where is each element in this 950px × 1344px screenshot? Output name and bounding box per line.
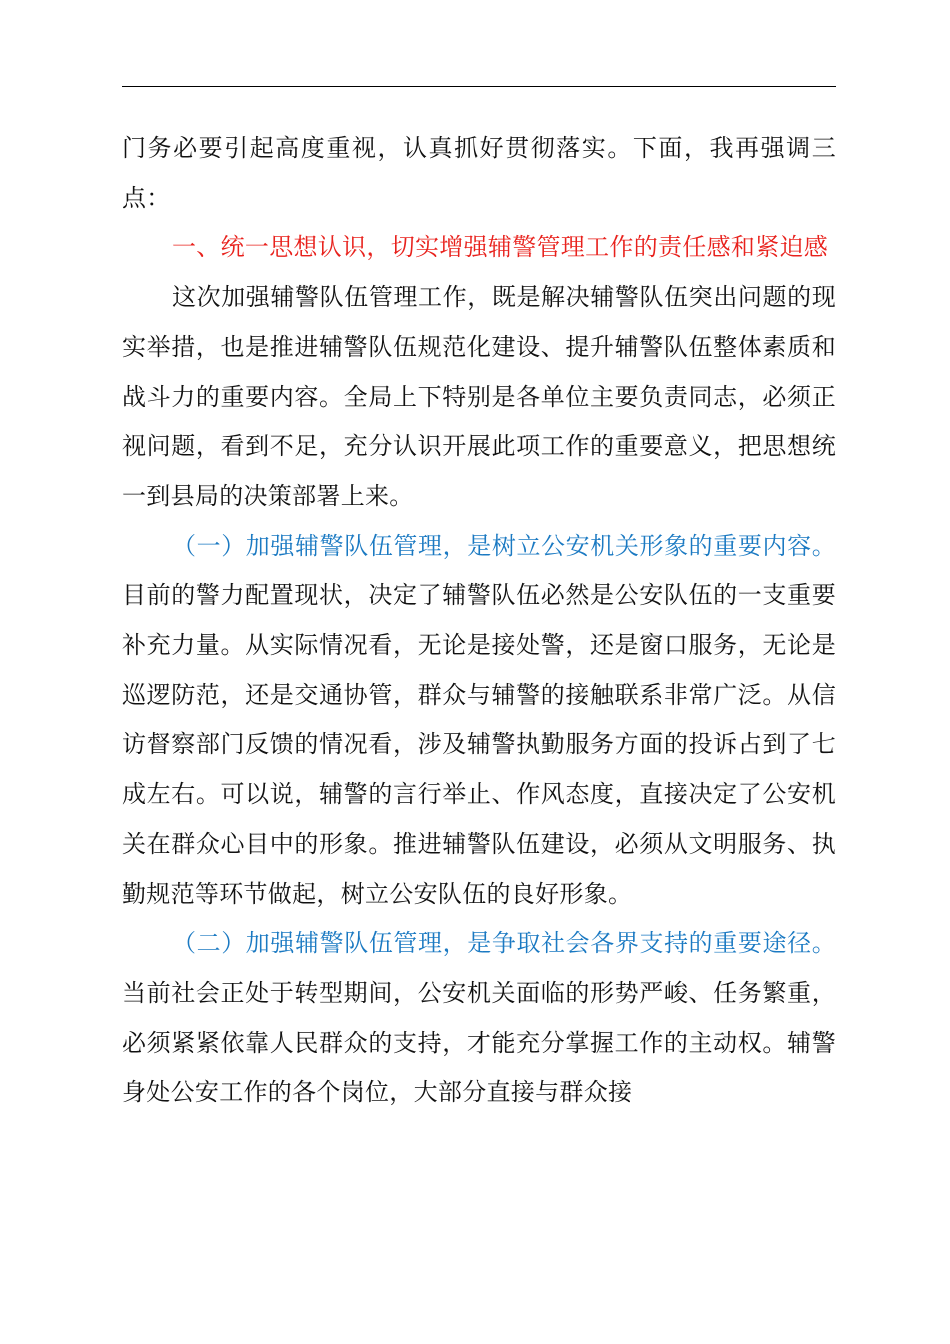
subsection-1-body: 目前的警力配置现状，决定了辅警队伍必然是公安队伍的一支重要补充力量。从实际情况看，无论是接处警，还是窗口服务，无论是巡逻防范，还是交通协管，群众与辅警的接触联系非常广泛。从信访督察部门反馈的情况看，涉及辅警执勤服务方面的投诉占到了七成左右。可以说，辅警的言行举止、作风态度，直接决定了公安机关在群众心目中的形象。推进辅警队伍建设，必须从文明服务、执勤规范等环节做起，树立公安队伍的良好形象。 [122, 581, 836, 908]
subsection-2-title: （二）加强辅警队伍管理，是争取社会各界支持的重要途径。 [172, 929, 836, 958]
header-rule [122, 86, 836, 87]
section-heading-1: 一、统一思想认识，切实增强辅警管理工作的责任感和紧迫感 [172, 233, 829, 262]
subsection-2-body: 当前社会正处于转型期间，公安机关面临的形势严峻、任务繁重，必须紧紧依靠人民群众的支持，才能充分掌握工作的主动权。辅警身处公安工作的各个岗位，大部分直接与群众接 [122, 978, 836, 1107]
document-body [122, 124, 836, 1118]
paragraph-section-1-intro: 这次加强辅警队伍管理工作，既是解决辅警队伍突出问题的现实举措，也是推进辅警队伍规范化建设、提升辅警队伍整体素质和战斗力的重要内容。全局上下特别是各单位主要负责同志，必须正视问题，看到不足，充分认识开展此项工作的重要意义，把思想统一到县局的决策部署上来。 [122, 283, 836, 510]
paragraph-subsection-1 [122, 522, 836, 920]
subsection-1-title: （一）加强辅警队伍管理，是树立公安机关形象的重要内容。 [172, 531, 836, 560]
paragraph-continuation: 门务必要引起高度重视，认真抓好贯彻落实。下面，我再强调三点： [122, 134, 836, 212]
paragraph-subsection-2 [122, 919, 836, 1118]
